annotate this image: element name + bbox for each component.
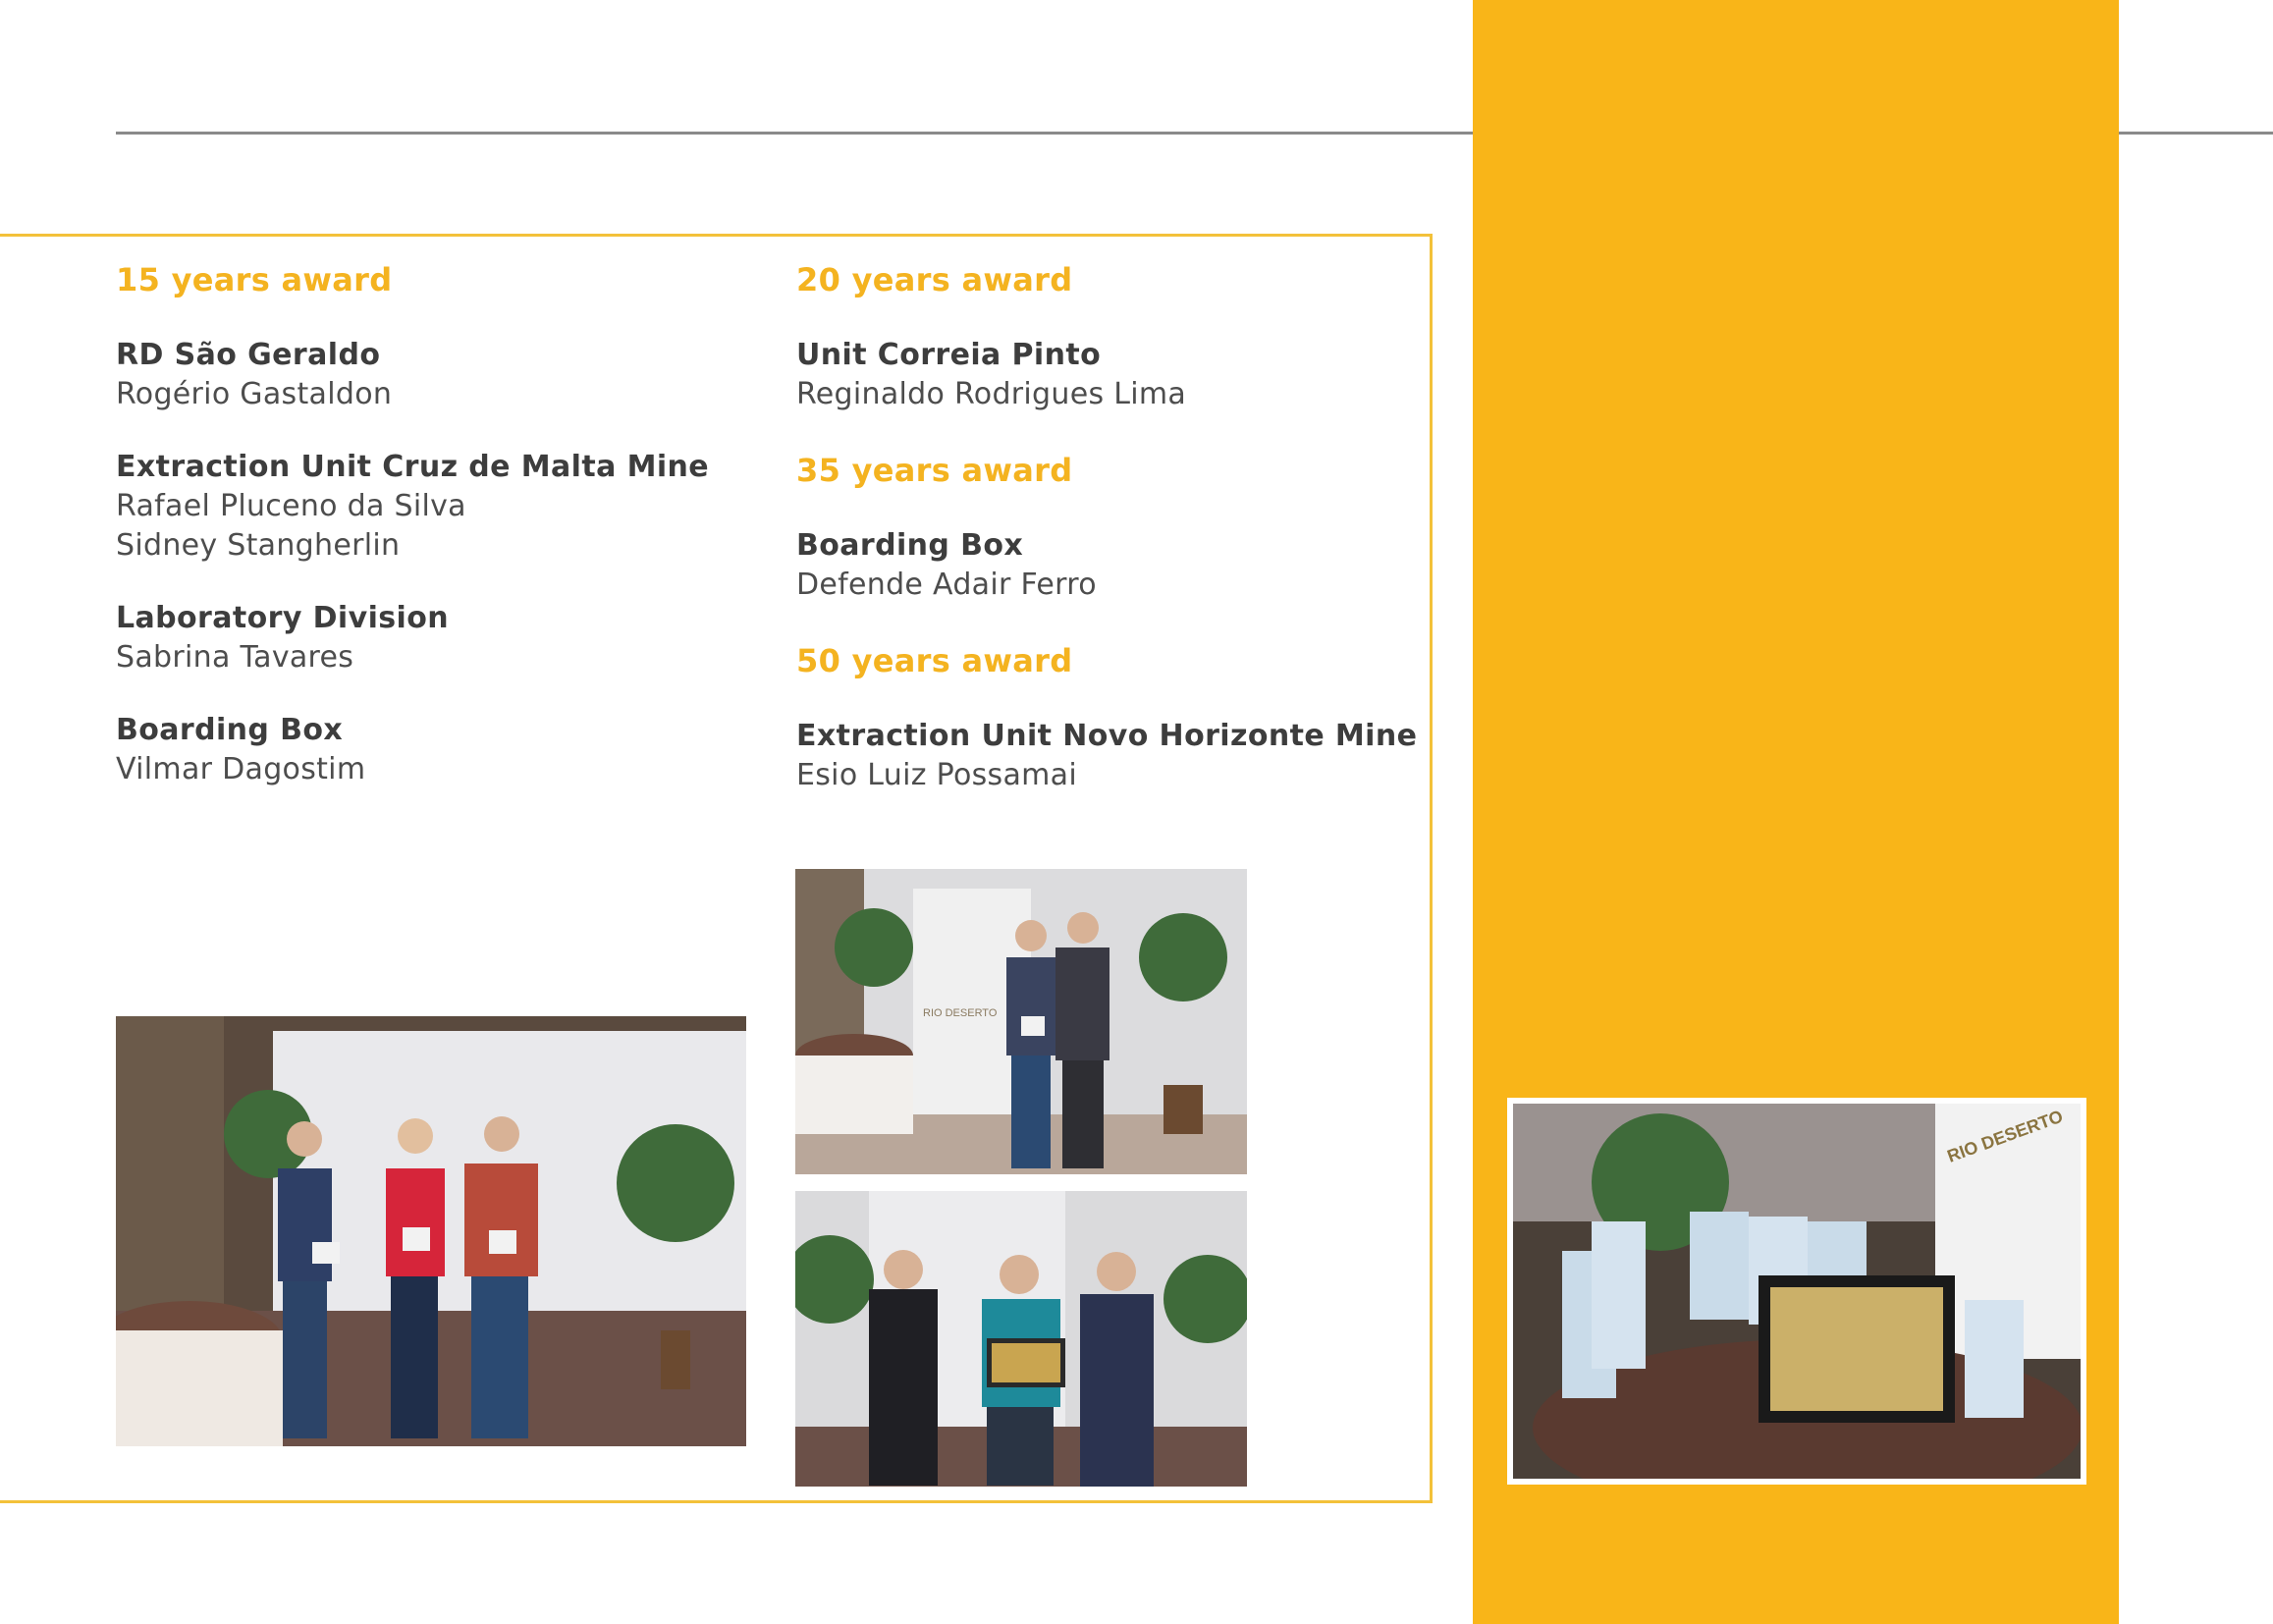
award-group [116,448,764,566]
person-name: Vilmar Dagostim [116,752,366,786]
unit-name: Boarding Box [116,713,344,747]
award-group [796,526,1425,605]
photo-group-award [116,1016,746,1446]
person-name: Sabrina Tavares [116,640,354,675]
photo-50-years-award [795,1191,1247,1487]
awards-column-right [796,257,1425,829]
person-name: Rafael Pluceno da Silva [116,489,466,523]
unit-name: Unit Correia Pinto [796,338,1102,372]
award-group [116,336,764,414]
person-name: Esio Luiz Possamai [796,758,1077,792]
unit-name: Extraction Unit Cruz de Malta Mine [116,450,710,484]
person-name: Reginaldo Rodrigues Lima [796,377,1187,411]
top-rule-right [2119,132,2273,135]
person-name: Sidney Stangherlin [116,528,401,563]
award-group [796,717,1425,795]
photo-20-years-award [795,869,1247,1174]
award-group [796,336,1425,414]
award-title: 50 years award [796,642,1073,679]
award-title: 15 years award [116,261,393,298]
unit-name: Laboratory Division [116,601,449,635]
top-rule [116,132,1473,135]
award-group [116,711,764,789]
person-name: Defende Adair Ferro [796,568,1097,602]
award-title: 20 years award [796,261,1073,298]
banner-logo-text: RIO DESERTO [923,1007,998,1019]
banner-logo-text: RIO DESERTO [1944,1106,2066,1166]
award-group [116,599,764,677]
unit-name: Boarding Box [796,528,1024,563]
unit-name: RD São Geraldo [116,338,381,372]
awards-column-left [116,257,764,823]
photo-plaques-table [1507,1098,2086,1485]
award-title: 35 years award [796,452,1073,489]
person-name: Rogério Gastaldon [116,377,393,411]
unit-name: Extraction Unit Novo Horizonte Mine [796,719,1418,753]
